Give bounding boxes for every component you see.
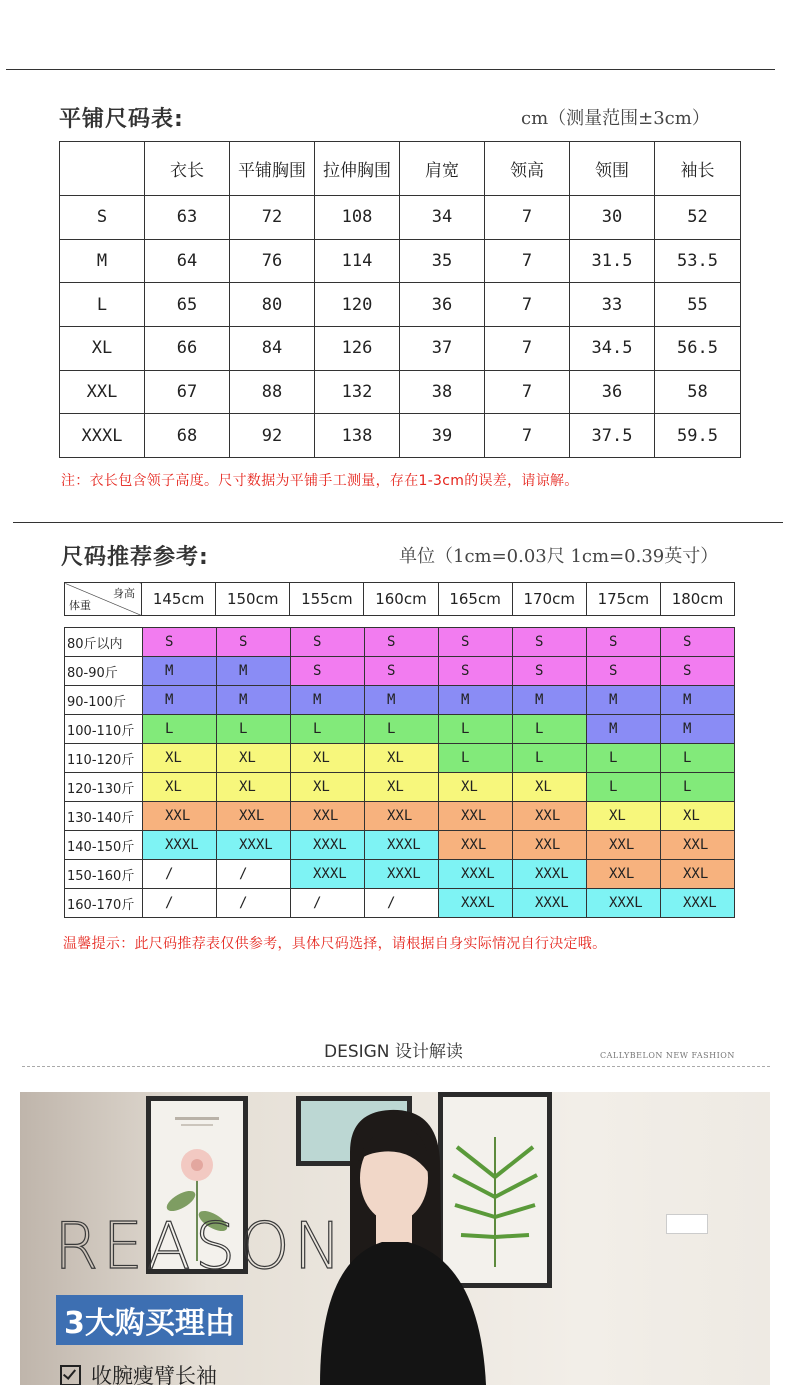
recommended-size-cell: / xyxy=(291,889,365,918)
recommended-size-cell: XXXL xyxy=(587,889,661,918)
size-chart-value-cell: 120 xyxy=(315,283,400,327)
recommended-size-cell: M xyxy=(587,715,661,744)
size-chart-value-cell: 58 xyxy=(655,370,741,414)
wall-switch xyxy=(666,1214,708,1234)
recommend-row xyxy=(65,773,735,802)
recommended-size-cell: S xyxy=(439,628,513,657)
size-chart-value-cell: 39 xyxy=(400,414,485,458)
size-chart-value-cell: 7 xyxy=(485,414,570,458)
recommended-size-cell: M xyxy=(439,686,513,715)
recommend-row xyxy=(65,686,735,715)
weight-label-cell: 160-170斤 xyxy=(65,889,143,918)
recommended-size-cell: / xyxy=(143,889,217,918)
recommended-size-cell: S xyxy=(143,628,217,657)
size-chart-value-cell: 36 xyxy=(570,370,655,414)
recommend-row xyxy=(65,889,735,918)
recommend-row xyxy=(65,657,735,686)
recommended-size-cell: L xyxy=(217,715,291,744)
size-chart-size-cell: XXXL xyxy=(60,414,145,458)
recommended-size-cell: S xyxy=(365,657,439,686)
recommend-row xyxy=(65,860,735,889)
recommended-size-cell: S xyxy=(217,628,291,657)
weight-label-cell: 90-100斤 xyxy=(65,686,143,715)
height-header-cell: 155cm xyxy=(290,583,364,616)
height-header-cell: 165cm xyxy=(438,583,512,616)
size-chart-header-cell xyxy=(60,142,145,196)
recommended-size-cell: L xyxy=(661,773,735,802)
recommended-size-cell: S xyxy=(513,628,587,657)
recommended-size-cell: S xyxy=(365,628,439,657)
size-chart-value-cell: 33 xyxy=(570,283,655,327)
size-chart-value-cell: 56.5 xyxy=(655,327,741,371)
recommended-size-cell: M xyxy=(291,686,365,715)
size-chart-header-row xyxy=(60,142,741,196)
size-chart-value-cell: 53.5 xyxy=(655,239,741,283)
size-chart-size-cell: XL xyxy=(60,327,145,371)
size-chart-value-cell: 7 xyxy=(485,196,570,240)
weight-label-cell: 140-150斤 xyxy=(65,831,143,860)
size-chart-value-cell: 7 xyxy=(485,370,570,414)
size-chart-header-cell: 衣长 xyxy=(145,142,230,196)
size-chart-row xyxy=(60,370,741,414)
recommended-size-cell: L xyxy=(143,715,217,744)
corner-cell xyxy=(65,583,142,616)
recommended-size-cell: L xyxy=(513,715,587,744)
recommended-size-cell: XL xyxy=(143,773,217,802)
size-chart-value-cell: 64 xyxy=(145,239,230,283)
size-chart-value-cell: 37 xyxy=(400,327,485,371)
corner-height-label: 身高 xyxy=(113,587,135,600)
recommended-size-cell: XL xyxy=(365,744,439,773)
recommended-size-cell: S xyxy=(661,628,735,657)
size-chart-size-cell: L xyxy=(60,283,145,327)
size-chart-value-cell: 34.5 xyxy=(570,327,655,371)
recommended-size-cell: XL xyxy=(217,773,291,802)
reasons-banner: 3大购买理由 xyxy=(56,1295,243,1345)
recommended-size-cell: L xyxy=(587,773,661,802)
size-chart-value-cell: 7 xyxy=(485,327,570,371)
recommended-size-cell: S xyxy=(291,628,365,657)
size-chart-value-cell: 76 xyxy=(230,239,315,283)
recommended-size-cell: S xyxy=(587,628,661,657)
product-photo xyxy=(20,1092,770,1385)
size-chart-value-cell: 138 xyxy=(315,414,400,458)
recommended-size-cell: L xyxy=(513,744,587,773)
recommend-title: 尺码推荐参考: xyxy=(61,545,209,570)
recommended-size-cell: L xyxy=(291,715,365,744)
recommended-size-cell: S xyxy=(291,657,365,686)
recommended-size-cell: S xyxy=(439,657,513,686)
recommend-header-row xyxy=(65,583,735,616)
top-divider xyxy=(6,69,775,70)
size-chart-header-cell: 袖长 xyxy=(655,142,741,196)
recommended-size-cell: XXXL xyxy=(217,831,291,860)
recommended-size-cell: XXL xyxy=(587,860,661,889)
corner-weight-label: 体重 xyxy=(69,599,91,612)
recommended-size-cell: M xyxy=(661,686,735,715)
recommend-row xyxy=(65,628,735,657)
size-chart-size-cell: XXL xyxy=(60,370,145,414)
recommended-size-cell: XL xyxy=(365,773,439,802)
recommended-size-cell: / xyxy=(217,889,291,918)
size-chart-row xyxy=(60,327,741,371)
size-chart-value-cell: 132 xyxy=(315,370,400,414)
recommended-size-cell: S xyxy=(661,657,735,686)
size-chart-value-cell: 59.5 xyxy=(655,414,741,458)
recommended-size-cell: M xyxy=(587,686,661,715)
size-chart-unit-note: cm（测量范围±3cm） xyxy=(521,108,710,129)
weight-label-cell: 110-120斤 xyxy=(65,744,143,773)
size-chart-note: 注：衣长包含领子高度。尺寸数据为平铺手工测量，存在1-3cm的误差，请谅解。 xyxy=(61,473,579,489)
recommended-size-cell: M xyxy=(365,686,439,715)
recommended-size-cell: XL xyxy=(513,773,587,802)
recommended-size-cell: XXXL xyxy=(365,860,439,889)
recommend-table xyxy=(64,627,735,918)
size-chart-value-cell: 52 xyxy=(655,196,741,240)
height-header-cell: 170cm xyxy=(512,583,586,616)
recommended-size-cell: M xyxy=(661,715,735,744)
size-chart-header-cell: 领高 xyxy=(485,142,570,196)
design-divider xyxy=(22,1066,770,1067)
recommended-size-cell: M xyxy=(143,686,217,715)
size-chart-row xyxy=(60,414,741,458)
size-chart-value-cell: 108 xyxy=(315,196,400,240)
recommended-size-cell: XL xyxy=(661,802,735,831)
recommended-size-cell: XXXL xyxy=(439,860,513,889)
weight-label-cell: 100-110斤 xyxy=(65,715,143,744)
recommended-size-cell: XXL xyxy=(513,802,587,831)
size-chart-row xyxy=(60,196,741,240)
reason-item-1-label: 收腕瘦臂长袖 xyxy=(91,1364,217,1385)
recommended-size-cell: XXXL xyxy=(513,889,587,918)
weight-label-cell: 130-140斤 xyxy=(65,802,143,831)
recommended-size-cell: XXL xyxy=(661,831,735,860)
recommended-size-cell: XXL xyxy=(513,831,587,860)
height-header-cell: 150cm xyxy=(216,583,290,616)
size-chart-value-cell: 84 xyxy=(230,327,315,371)
size-chart-value-cell: 72 xyxy=(230,196,315,240)
recommended-size-cell: L xyxy=(439,744,513,773)
recommended-size-cell: L xyxy=(365,715,439,744)
recommended-size-cell: XXXL xyxy=(365,831,439,860)
recommend-row xyxy=(65,715,735,744)
recommended-size-cell: / xyxy=(143,860,217,889)
checkbox-icon xyxy=(60,1365,81,1385)
size-chart-header-cell: 平铺胸围 xyxy=(230,142,315,196)
size-chart-header-cell: 肩宽 xyxy=(400,142,485,196)
size-chart-value-cell: 126 xyxy=(315,327,400,371)
design-title: DESIGN 设计解读 xyxy=(324,1042,463,1062)
size-chart-value-cell: 37.5 xyxy=(570,414,655,458)
reason-item-1 xyxy=(60,1360,217,1385)
size-chart-value-cell: 55 xyxy=(655,283,741,327)
recommended-size-cell: M xyxy=(513,686,587,715)
recommend-height-header xyxy=(64,582,735,616)
size-chart-value-cell: 7 xyxy=(485,239,570,283)
size-chart-header-cell: 领围 xyxy=(570,142,655,196)
weight-label-cell: 150-160斤 xyxy=(65,860,143,889)
recommended-size-cell: XXL xyxy=(661,860,735,889)
size-chart-value-cell: 65 xyxy=(145,283,230,327)
size-chart-value-cell: 30 xyxy=(570,196,655,240)
recommended-size-cell: XL xyxy=(587,802,661,831)
recommended-size-cell: XXXL xyxy=(143,831,217,860)
reason-text: REASON xyxy=(54,1210,346,1284)
recommended-size-cell: L xyxy=(661,744,735,773)
recommended-size-cell: S xyxy=(587,657,661,686)
recommend-row xyxy=(65,744,735,773)
recommended-size-cell: XL xyxy=(143,744,217,773)
size-chart-row xyxy=(60,239,741,283)
recommended-size-cell: XXL xyxy=(587,831,661,860)
recommended-size-cell: XXL xyxy=(365,802,439,831)
design-subtitle: CALLYBELON NEW FASHION xyxy=(600,1051,735,1060)
recommended-size-cell: XL xyxy=(291,773,365,802)
size-chart-title: 平铺尺码表: xyxy=(59,107,184,132)
weight-label-cell: 80斤以内 xyxy=(65,628,143,657)
size-chart-value-cell: 92 xyxy=(230,414,315,458)
size-chart-value-cell: 88 xyxy=(230,370,315,414)
recommended-size-cell: / xyxy=(365,889,439,918)
recommended-size-cell: XL xyxy=(217,744,291,773)
recommended-size-cell: M xyxy=(143,657,217,686)
size-chart-value-cell: 36 xyxy=(400,283,485,327)
recommended-size-cell: / xyxy=(217,860,291,889)
size-chart-value-cell: 80 xyxy=(230,283,315,327)
recommended-size-cell: L xyxy=(587,744,661,773)
height-header-cell: 175cm xyxy=(586,583,660,616)
size-chart-value-cell: 67 xyxy=(145,370,230,414)
size-chart-header-cell: 拉伸胸围 xyxy=(315,142,400,196)
size-chart-value-cell: 114 xyxy=(315,239,400,283)
recommended-size-cell: XXL xyxy=(291,802,365,831)
height-header-cell: 180cm xyxy=(660,583,734,616)
size-chart-value-cell: 31.5 xyxy=(570,239,655,283)
recommended-size-cell: M xyxy=(217,657,291,686)
size-chart-size-cell: M xyxy=(60,239,145,283)
size-chart-value-cell: 35 xyxy=(400,239,485,283)
recommended-size-cell: M xyxy=(217,686,291,715)
recommend-row xyxy=(65,802,735,831)
recommended-size-cell: XL xyxy=(439,773,513,802)
height-header-cell: 145cm xyxy=(142,583,216,616)
size-chart-value-cell: 63 xyxy=(145,196,230,240)
size-chart-table xyxy=(59,141,741,458)
size-chart-size-cell: S xyxy=(60,196,145,240)
recommended-size-cell: S xyxy=(513,657,587,686)
recommended-size-cell: XXXL xyxy=(513,860,587,889)
size-chart-value-cell: 66 xyxy=(145,327,230,371)
recommended-size-cell: XXXL xyxy=(439,889,513,918)
recommended-size-cell: XXXL xyxy=(661,889,735,918)
size-chart-value-cell: 68 xyxy=(145,414,230,458)
recommend-note: 温馨提示：此尺码推荐表仅供参考，具体尺码选择，请根据自身实际情况自行决定哦。 xyxy=(63,936,607,952)
recommend-unit-note: 单位（1cm=0.03尺 1cm=0.39英寸） xyxy=(399,546,719,567)
recommended-size-cell: XXL xyxy=(143,802,217,831)
recommended-size-cell: XXXL xyxy=(291,860,365,889)
weight-label-cell: 80-90斤 xyxy=(65,657,143,686)
recommended-size-cell: XXL xyxy=(217,802,291,831)
size-chart-value-cell: 7 xyxy=(485,283,570,327)
recommend-row xyxy=(65,831,735,860)
recommended-size-cell: L xyxy=(439,715,513,744)
recommended-size-cell: XXXL xyxy=(291,831,365,860)
size-chart-value-cell: 38 xyxy=(400,370,485,414)
recommended-size-cell: XXL xyxy=(439,802,513,831)
size-chart-row xyxy=(60,283,741,327)
recommended-size-cell: XXL xyxy=(439,831,513,860)
size-chart-value-cell: 34 xyxy=(400,196,485,240)
section-divider xyxy=(13,522,783,523)
height-header-cell: 160cm xyxy=(364,583,438,616)
weight-label-cell: 120-130斤 xyxy=(65,773,143,802)
recommended-size-cell: XL xyxy=(291,744,365,773)
